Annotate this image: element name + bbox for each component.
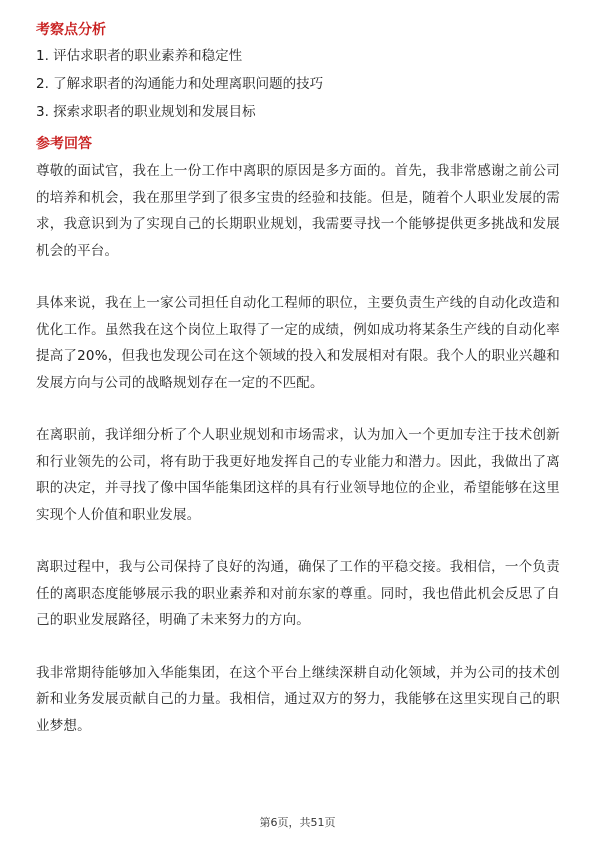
analysis-point: 1. 评估求职者的职业素养和稳定性 bbox=[36, 48, 243, 64]
answer-paragraph: 尊敬的面试官，我在上一份工作中离职的原因是多方面的。首先，我非常感谢之前公司的培养和机会，我在那里学到了很多宝贵的经验和技能。但是，随着个人职业发展的需求，我意识到为了实现自己的长期职业规划，我需要寻找一个能够提供更多挑战和发展机会的平台。 bbox=[36, 163, 560, 259]
answer-paragraph: 在离职前，我详细分析了个人职业规划和市场需求，认为加入一个更加专注于技术创新和行业领先的公司，将有助于我更好地发挥自己的专业能力和潜力。因此，我做出了离职的决定，并寻找了像中国华能集团这样的具有行业领导地位的企业，希望能够在这里实现个人价值和职业发展。 bbox=[36, 427, 560, 523]
answer-paragraph: 离职过程中，我与公司保持了良好的沟通，确保了工作的平稳交接。我相信，一个负责任的离职态度能够展示我的职业素养和对前东家的尊重。同时，我也借此机会反思了自己的职业发展路径，明确了未来努力的方向。 bbox=[36, 559, 560, 628]
answer-paragraph: 具体来说，我在上一家公司担任自动化工程师的职位，主要负责生产线的自动化改造和优化工作。虽然我在这个岗位上取得了一定的成绩，例如成功将某条生产线的自动化率提高了20%，但我也发现公司在这个领域的投入和发展相对有限。我个人的职业兴趣和发展方向与公司的战略规划存在一定的不匹配。 bbox=[36, 295, 560, 391]
answer-body bbox=[36, 158, 560, 739]
analysis-heading: 考察点分析 bbox=[36, 22, 106, 38]
analysis-point: 2. 了解求职者的沟通能力和处理离职问题的技巧 bbox=[36, 76, 324, 92]
analysis-points bbox=[36, 46, 560, 122]
page-number: 第6页，共51页 bbox=[259, 816, 336, 829]
answer-paragraph: 我非常期待能够加入华能集团，在这个平台上继续深耕自动化领域，并为公司的技术创新和业务发展贡献自己的力量。我相信，通过双方的努力，我能够在这里实现自己的职业梦想。 bbox=[36, 664, 560, 734]
analysis-point: 3. 探索求职者的职业规划和发展目标 bbox=[36, 104, 256, 120]
answer-heading: 参考回答 bbox=[36, 136, 92, 152]
document-page bbox=[36, 20, 560, 739]
